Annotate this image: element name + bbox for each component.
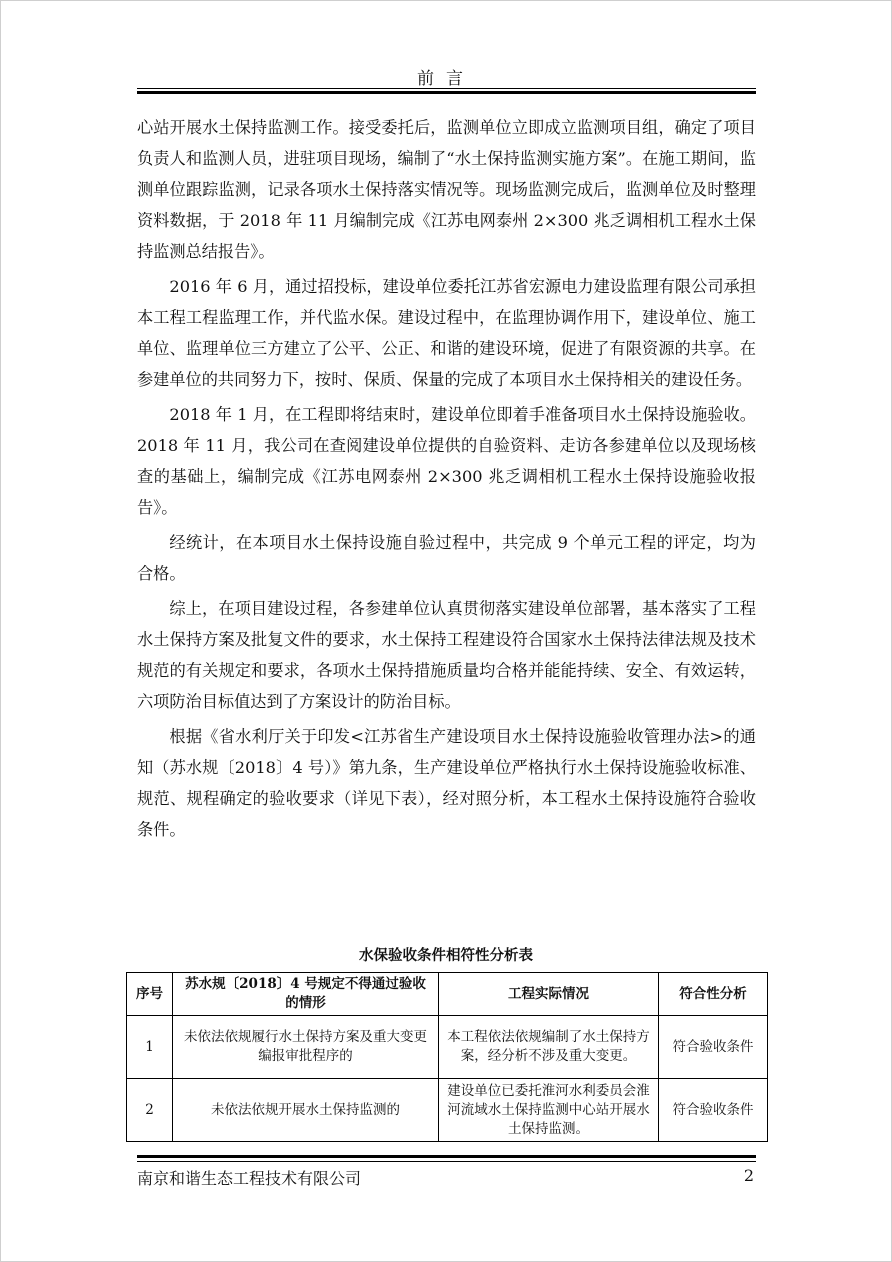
paragraph: 2016 年 6 月，通过招投标，建设单位委托江苏省宏源电力建设监理有限公司承担本工程工程监理工作，并代监水保。建设过程中，在监理协调作用下，建设单位、施工单位、监理单位三方建立了公平、公正、和谐的建设环境，促进了有限资源的共享。在参建单位的共同努力下，按时、保质、保量的完成了本项目水土保持相关的建设任务。: [137, 277, 756, 389]
cell-condition: 未依法依规履行水土保持方案及重大变更编报审批程序的: [173, 1016, 439, 1079]
paragraph: 2018 年 1 月，在工程即将结束时，建设单位即着手准备项目水土保持设施验收。2018 年 11 月，我公司在查阅建设单位提供的自验资料、走访各参建单位以及现场核查的基础上，编制完成《江苏电网泰州 2×300 兆乏调相机工程水土保持设施验收报告》。: [137, 405, 756, 517]
page-header-title: 前言: [417, 69, 475, 89]
header-actual: 工程实际情况: [439, 973, 659, 1016]
cell-condition: 未依法依规开展水土保持监测的: [173, 1079, 439, 1142]
paragraph: 综上，在项目建设过程，各参建单位认真贯彻落实建设单位部署，基本落实了工程水土保持方案及批复文件的要求，水土保持工程建设符合国家水土保持法律法规及技术规范的有关规定和要求，各项水土保持措施质量均合格并能能持续、安全、有效运转，六项防治目标值达到了方案设计的防治目标。: [137, 599, 756, 711]
header-rule-thick: [137, 91, 756, 94]
table-row: [127, 1079, 768, 1142]
compliance-table: [126, 972, 768, 1142]
header-condition: 苏水规〔2018〕4 号规定不得通过验收的情形: [173, 973, 439, 1016]
header-rule: [137, 88, 756, 89]
header-compliance: 符合性分析: [659, 973, 768, 1016]
cell-index: 2: [127, 1079, 173, 1142]
paragraph: 经统计，在本项目水土保持设施自验过程中，共完成 9 个单元工程的评定，均为合格。: [137, 533, 756, 583]
footer-rule: [137, 1161, 756, 1162]
footer-rule-thick: [137, 1155, 756, 1158]
cell-actual: 建设单位已委托淮河水利委员会淮河流域水土保持监测中心站开展水土保持监测。: [439, 1079, 659, 1142]
table-header-row: [127, 973, 768, 1016]
footer-company: 南京和谐生态工程技术有限公司: [137, 1169, 362, 1188]
body-text: [137, 112, 756, 845]
paragraph-continued: 心站开展水土保持监测工作。接受委托后，监测单位立即成立监测项目组，确定了项目负责人和监测人员，进驻项目现场，编制了“水土保持监测实施方案”。在施工期间，监测单位跟踪监测，记录各项水土保持落实情况等。现场监测完成后，监测单位及时整理资料数据，于 2018 年 11 月编制完成《江苏电网泰州 2×300 兆乏调相机工程水土保持监测总结报告》。: [137, 118, 756, 261]
paragraph: 根据《省水利厅关于印发<江苏省生产建设项目水土保持设施验收管理办法>的通知（苏水规〔2018〕4 号）》第九条，生产建设单位严格执行水土保持设施验收标准、规范、规程确定的验收要求（详见下表），经对照分析，本工程水土保持设施符合验收条件。: [137, 727, 756, 839]
page-number: 2: [743, 1166, 754, 1185]
table-row: [127, 1016, 768, 1079]
cell-compliance: 符合验收条件: [659, 1016, 768, 1079]
cell-actual: 本工程依法依规编制了水土保持方案，经分析不涉及重大变更。: [439, 1016, 659, 1079]
header-index: 序号: [127, 973, 173, 1016]
table-title: 水保验收条件相符性分析表: [359, 947, 533, 964]
cell-compliance: 符合验收条件: [659, 1079, 768, 1142]
cell-index: 1: [127, 1016, 173, 1079]
